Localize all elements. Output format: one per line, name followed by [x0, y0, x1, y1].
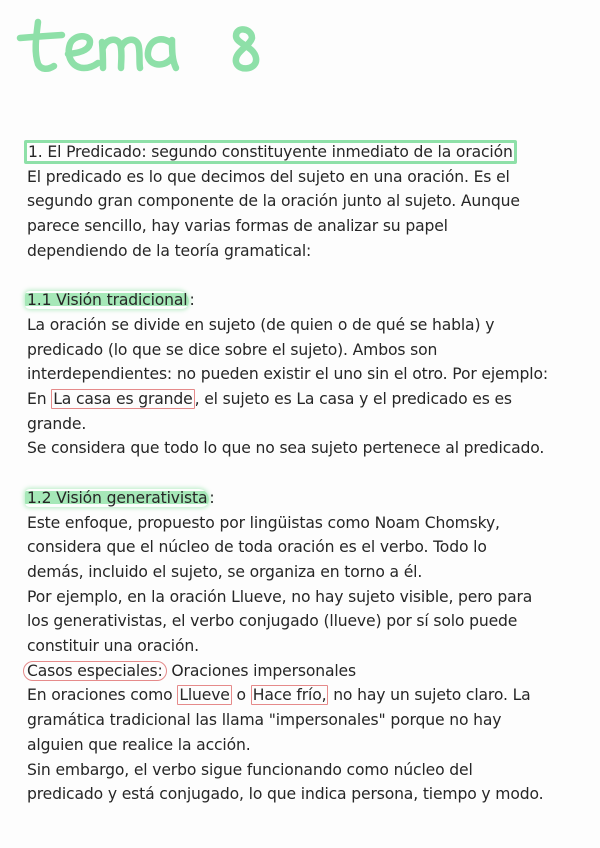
- section-1-heading: [27, 140, 587, 165]
- example-mid: o: [231, 686, 251, 705]
- example-prefix: En oraciones como: [27, 686, 178, 705]
- section-2-line-3: interdependientes: no pueden existir el uno sin el otro. Por ejemplo:: [27, 365, 548, 384]
- section-3-line-4: Por ejemplo, en la oración Llueve, no hay sujeto visible, pero para: [27, 587, 533, 606]
- section-2-line-2: predicado (lo que se dice sobre el sujeto). Ambos son: [27, 340, 438, 359]
- section-2-line-1: La oración se divide en sujeto (de quien o de qué se habla) y: [27, 315, 495, 334]
- section-1-line-2: segundo gran componente de la oración junto al sujeto. Aunque: [27, 192, 520, 211]
- section-3-tail-1: gramática tradicional las llama "impersonales" porque no hay: [27, 711, 502, 730]
- example-line: [27, 683, 587, 708]
- section-3-tail-3: Sin embargo, el verbo sigue funcionando como núcleo del: [27, 760, 473, 779]
- example-box-hace-frio: Hace frío,: [252, 686, 327, 705]
- document-body: [27, 140, 587, 807]
- section-2-heading-colon: :: [189, 291, 195, 310]
- section-3-line-3: demás, incluido el sujeto, se organiza en torno a él.: [27, 562, 423, 581]
- section-3-heading-colon: :: [209, 488, 215, 507]
- section-1-line-1: El predicado es lo que decimos del sujeto en una oración. Es el: [27, 167, 510, 186]
- line-4-prefix: En: [27, 390, 52, 409]
- section-3-line-1: Este enfoque, propuesto por lingüistas como Noam Chomsky,: [27, 513, 500, 532]
- section-2-heading-highlight: 1.1 Visión tradicional: [27, 291, 188, 310]
- example-box-la-casa: La casa es grande: [53, 390, 193, 409]
- line-4-suffix: , el sujeto es La casa y el predicado es es: [194, 390, 512, 409]
- section-2-line-5: grande.: [27, 414, 87, 433]
- special-cases-label: Casos especiales:: [23, 661, 167, 681]
- example-box-llueve: Llueve: [179, 686, 230, 705]
- section-3-tail-2: alguien que realice la acción.: [27, 735, 251, 754]
- section-1-line-4: dependiendo de la teoría gramatical:: [27, 241, 312, 260]
- section-3-heading: [27, 486, 587, 511]
- handwritten-title: [14, 8, 274, 80]
- section-3-line-5: los generativistas, el verbo conjugado (llueve) por sí solo puede: [27, 612, 518, 631]
- section-3-heading-highlight: 1.2 Visión generativista: [27, 488, 208, 507]
- section-1-line-3: parece sencillo, hay varias formas de analizar su papel: [27, 217, 448, 236]
- example-suffix: no hay un sujeto claro. La: [328, 686, 531, 705]
- special-cases-rest: Oraciones impersonales: [166, 661, 356, 680]
- section-2-line-6: Se considera que todo lo que no sea sujeto pertenece al predicado.: [27, 439, 545, 458]
- special-cases-line: [27, 659, 587, 684]
- section-3-line-6: constituir una oración.: [27, 637, 199, 656]
- section-1-heading-box: 1. El Predicado: segundo constituyente inmediato de la oración: [24, 140, 517, 164]
- section-2-heading: [27, 288, 587, 313]
- section-3-line-2: considera que el núcleo de toda oración es el verbo. Todo lo: [27, 538, 487, 557]
- section-3-tail-4: predicado y está conjugado, lo que indica persona, tiempo y modo.: [27, 785, 544, 804]
- section-2-line-4: [27, 387, 587, 412]
